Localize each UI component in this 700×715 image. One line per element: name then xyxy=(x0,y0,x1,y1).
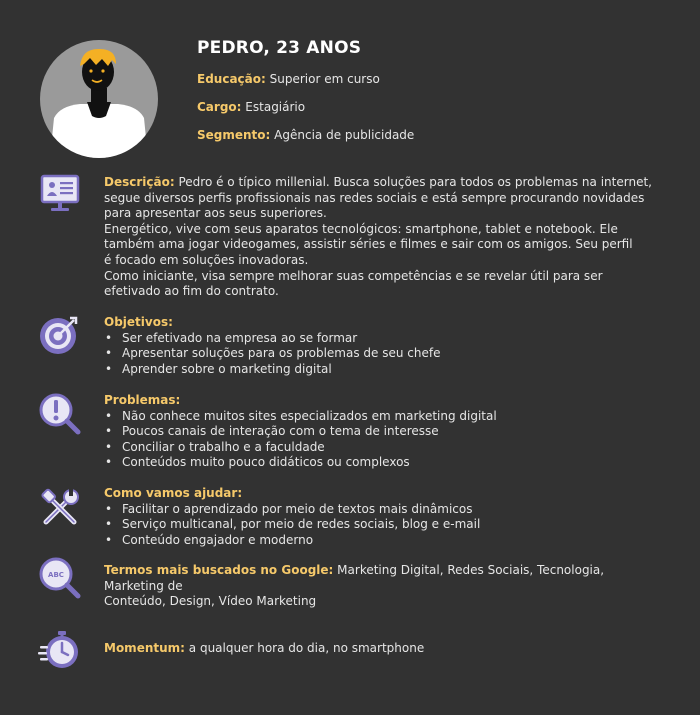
abc-icon-text: ABC xyxy=(48,571,64,579)
momentum-line xyxy=(104,641,664,657)
list-item: • Facilitar o aprendizado por meio de textos mais dinâmicos xyxy=(104,502,664,518)
target-icon xyxy=(38,312,82,356)
list-item: • Aprender sobre o marketing digital xyxy=(104,362,664,378)
objectives-section xyxy=(104,315,664,377)
description-label: Descrição: xyxy=(104,175,175,189)
problems-label: Problemas: xyxy=(104,393,181,407)
terms-line-1 xyxy=(104,563,664,594)
persona-header xyxy=(197,38,414,156)
role-line xyxy=(197,100,414,114)
role-value: Estagiário xyxy=(245,100,306,114)
help-label: Como vamos ajudar: xyxy=(104,486,243,500)
description-text-1: Pedro é o típico millenial. Busca soluções para todos os problemas na internet, xyxy=(178,175,652,189)
description-line-2: segue diversos perfis profissionais nas redes sociais e está sempre procurando novidades xyxy=(104,190,645,205)
list-item: • Conteúdos muito pouco didáticos ou complexos xyxy=(104,455,664,471)
list-item: • Apresentar soluções para os problemas de seu chefe xyxy=(104,346,664,362)
terms-label: Termos mais buscados no Google: xyxy=(104,563,334,577)
description-line-7: Como iniciante, visa sempre melhorar suas competências e se revelar útil para ser xyxy=(104,268,603,283)
avatar xyxy=(40,40,158,158)
education-label: Educação: xyxy=(197,72,266,86)
stopwatch-icon xyxy=(38,628,82,672)
help-section xyxy=(104,486,664,548)
segment-value: Agência de publicidade xyxy=(274,128,415,142)
problems-section xyxy=(104,393,664,471)
list-item: • Serviço multicanal, por meio de redes sociais, blog e e-mail xyxy=(104,517,664,533)
list-item: • Conciliar o trabalho e a faculdade xyxy=(104,440,664,456)
description-line-8: efetivado ao fim do contrato. xyxy=(104,284,279,299)
education-line xyxy=(197,72,414,86)
list-item: • Conteúdo engajador e moderno xyxy=(104,533,664,549)
momentum-value: a qualquer hora do dia, no smartphone xyxy=(188,641,425,655)
description-line-1 xyxy=(104,175,664,191)
segment-line xyxy=(197,128,414,142)
education-value: Superior em curso xyxy=(269,72,380,86)
terms-line-2: Conteúdo, Design, Vídeo Marketing xyxy=(104,594,317,609)
description-section xyxy=(104,175,664,300)
objectives-list xyxy=(104,331,664,378)
description-line-4: Energético, vive com seus aparatos tecnológicos: smartphone, tablet e notebook. Ele xyxy=(104,221,618,236)
presentation-icon xyxy=(38,172,82,216)
help-list xyxy=(104,502,664,549)
alert-magnifier-icon xyxy=(38,392,82,436)
list-item: • Poucos canais de interação com o tema de interesse xyxy=(104,424,664,440)
description-line-6: é focado em soluções inovadoras. xyxy=(104,252,309,267)
momentum-label: Momentum: xyxy=(104,641,185,655)
terms-text-1: Marketing Digital, Redes Sociais, Tecnologia, Marketing de xyxy=(104,563,605,593)
abc-magnifier-icon xyxy=(38,556,82,600)
description-line-5: também ama jogar videogames, assistir séries e filmes e sair com os amigos. Seu perfil xyxy=(104,237,633,252)
persona-name: PEDRO, 23 ANOS xyxy=(197,38,362,58)
terms-section xyxy=(104,563,664,610)
objectives-label: Objetivos: xyxy=(104,315,173,329)
tools-icon xyxy=(38,486,82,530)
list-item: • Não conhece muitos sites especializados em marketing digital xyxy=(104,409,664,425)
momentum-section xyxy=(104,641,664,657)
segment-label: Segmento: xyxy=(197,128,271,142)
role-label: Cargo: xyxy=(197,100,242,114)
list-item: • Ser efetivado na empresa ao se formar xyxy=(104,331,664,347)
problems-list xyxy=(104,409,664,471)
description-line-3: para apresentar aos seus superiores. xyxy=(104,206,327,221)
